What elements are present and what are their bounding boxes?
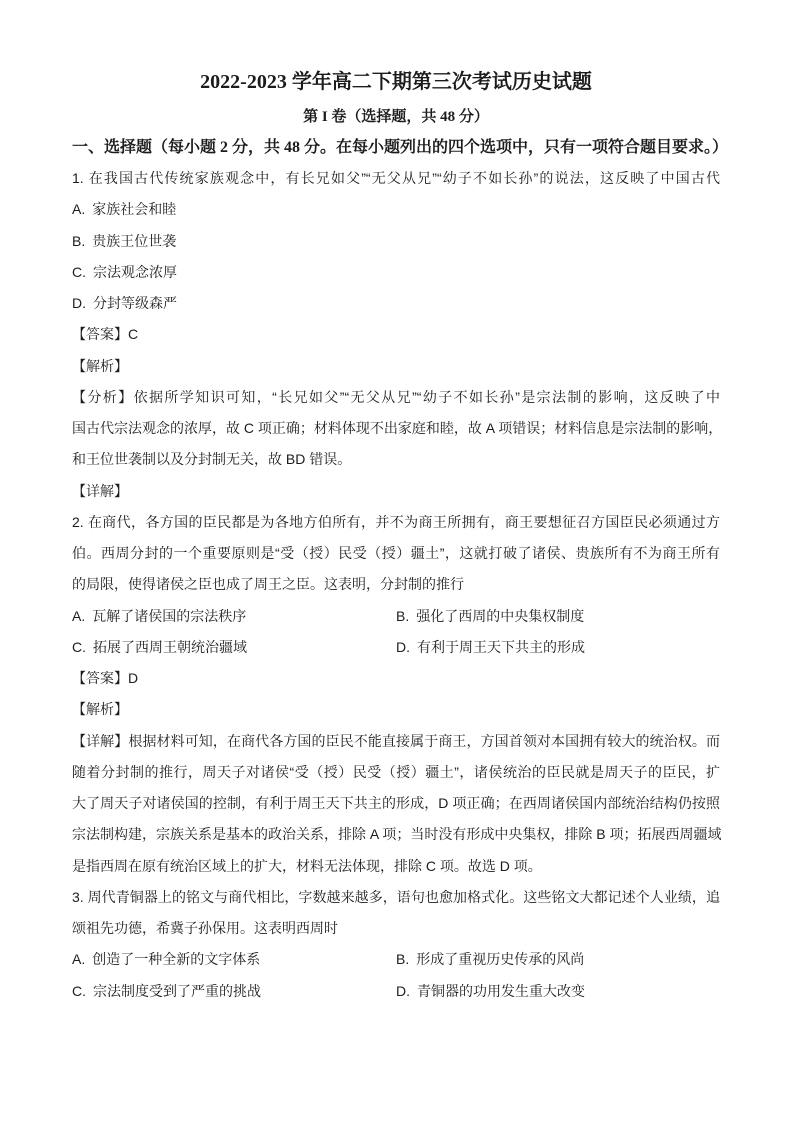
option-letter: D. — [396, 638, 410, 655]
question-1-fenxi-line: 国古代宗法观念的浓厚，故 C 项正确；材料体现不出家庭和睦，故 A 项错误；材料信息是宗法制的影响， — [72, 420, 723, 436]
option-text: 有利于周王天下共主的形成 — [417, 638, 585, 655]
question-3-option-c — [72, 976, 396, 1007]
xiangjie-label: 【详解】 — [72, 732, 129, 749]
option-letter: C. — [72, 263, 86, 280]
option-letter: B. — [72, 232, 86, 249]
option-text: 形成了重视历史传承的风尚 — [416, 951, 585, 968]
option-letter: C. — [72, 638, 86, 655]
question-1 — [72, 163, 723, 507]
question-2-stem-line: 2. 在商代，各方国的臣民都是为各地方伯所有，并不为商王所拥有，商王要想征召方国臣民必须通过方 — [72, 513, 720, 530]
option-text: 分封等级森严 — [93, 295, 177, 311]
question-2-xiangjie-line — [72, 726, 720, 757]
question-2-option-d — [396, 632, 720, 663]
option-letter: D. — [72, 295, 86, 311]
option-text: 贵族王位世袭 — [92, 232, 177, 249]
question-1-answer — [72, 319, 720, 350]
question-3-stem-line: 3. 周代青铜器上的铭文与商代相比，字数越来越多，语句也愈加格式化。这些铭文大都记述个人业绩，追 — [72, 888, 720, 905]
fenxi-text: 依据所学知识可知，“长兄如父”“无父从兄”“幼子不如长孙”是宗法制的影响，这反映了中 — [133, 388, 720, 405]
question-2-xiangjie-line: 大了周天子对诸侯国的控制，有利于周王天下共主的形成，D 项正确；在西周诸侯国内部统治结构仍按照 — [72, 795, 720, 811]
answer-label: 【答案】 — [72, 326, 128, 343]
question-3-options-row — [72, 976, 720, 1007]
option-text: 宗法制度受到了严重的挑战 — [93, 982, 261, 999]
question-3-option-a — [72, 944, 396, 975]
question-2 — [72, 507, 720, 882]
question-3 — [72, 882, 720, 1007]
option-text: 强化了西周的中央集权制度 — [416, 607, 585, 624]
question-2-option-b — [396, 601, 720, 632]
section-heading: 一、选择题（每小题 2 分，共 48 分。在每小题列出的四个选项中，只有一项符合题目要求。） — [72, 139, 729, 156]
option-text: 宗法观念浓厚 — [93, 263, 177, 280]
question-2-option-c — [72, 632, 396, 663]
option-letter: D. — [396, 982, 410, 999]
option-letter: A. — [72, 951, 86, 968]
question-2-options-row — [72, 632, 720, 663]
question-1-option-c — [72, 257, 720, 288]
answer-label: 【答案】 — [72, 670, 128, 686]
question-1-fenxi-line: 和王位世袭制以及分封制无关，故 BD 错误。 — [72, 451, 352, 468]
question-1-xiangjie-label: 【详解】 — [72, 482, 128, 499]
option-text: 青铜器的功用发生重大改变 — [417, 982, 585, 999]
question-1-jiexi-label: 【解析】 — [72, 357, 128, 374]
option-letter: A. — [72, 201, 86, 218]
question-2-xiangjie-line: 是指西周在原有统治区域上的扩大，材料无法体现，排除 C 项。故选 D 项。 — [72, 857, 542, 874]
question-1-fenxi-line — [72, 382, 720, 413]
question-2-option-a — [72, 601, 396, 632]
question-2-options-row — [72, 601, 720, 632]
page-content — [72, 67, 729, 1007]
answer-value: C — [128, 326, 139, 343]
option-letter: A. — [72, 607, 86, 624]
question-3-options-row — [72, 944, 720, 975]
option-letter: C. — [72, 982, 86, 999]
question-2-stem-line: 的局限，使得诸侯之臣也成了周王之臣。这表明，分封制的推行 — [72, 576, 464, 593]
fenxi-label: 【分析】 — [72, 388, 134, 405]
option-text: 家族社会和睦 — [92, 201, 177, 218]
question-3-stem-line: 颂祖先功德，希冀子孙保用。这表明西周时 — [72, 920, 338, 936]
option-text: 创造了一种全新的文字体系 — [92, 951, 261, 968]
question-1-option-a — [72, 194, 720, 225]
question-1-option-d — [72, 288, 720, 319]
option-letter: B. — [396, 951, 410, 968]
question-2-jiexi-label: 【解析】 — [72, 701, 128, 718]
answer-value: D — [128, 670, 139, 686]
xiangjie-text: 根据材料可知，在商代各方国的臣民不能直接属于商王，方国首领对本国拥有较大的统治权。而 — [128, 732, 721, 749]
question-2-answer — [72, 663, 720, 694]
question-2-stem-line: 伯。西周分封的一个重要原则是“受（授）民受（授）疆土”，这就打破了诸侯、贵族所有不为商王所有 — [72, 545, 720, 561]
question-3-option-b — [396, 944, 720, 975]
question-1-stem-line: 1. 在我国古代传统家族观念中，有长兄如父”“无父从兄”“幼子不如长孙”的说法，这反映了中国古代 — [72, 170, 720, 186]
question-2-xiangjie-line: 宗法制构建，宗族关系是基本的政治关系，排除 A 项；当时没有形成中央集权，排除 B 项；拓展西周疆域 — [72, 826, 722, 843]
option-text: 拓展了西周王朝统治疆域 — [93, 638, 247, 655]
option-letter: B. — [396, 607, 410, 624]
question-3-option-d — [396, 976, 720, 1007]
page-title: 2022-2023 学年高二下期第三次考试历史试题 — [200, 71, 592, 93]
part-title: 第 I 卷（选择题，共 48 分） — [303, 109, 489, 125]
option-text: 瓦解了诸侯国的宗法秩序 — [92, 607, 247, 624]
question-1-option-b — [72, 226, 720, 257]
question-2-xiangjie-line: 随着分封制的推行，周天子对诸侯“受（授）民受（授）疆土”，诸侯统治的臣民就是周天子的臣民，扩 — [72, 763, 720, 780]
